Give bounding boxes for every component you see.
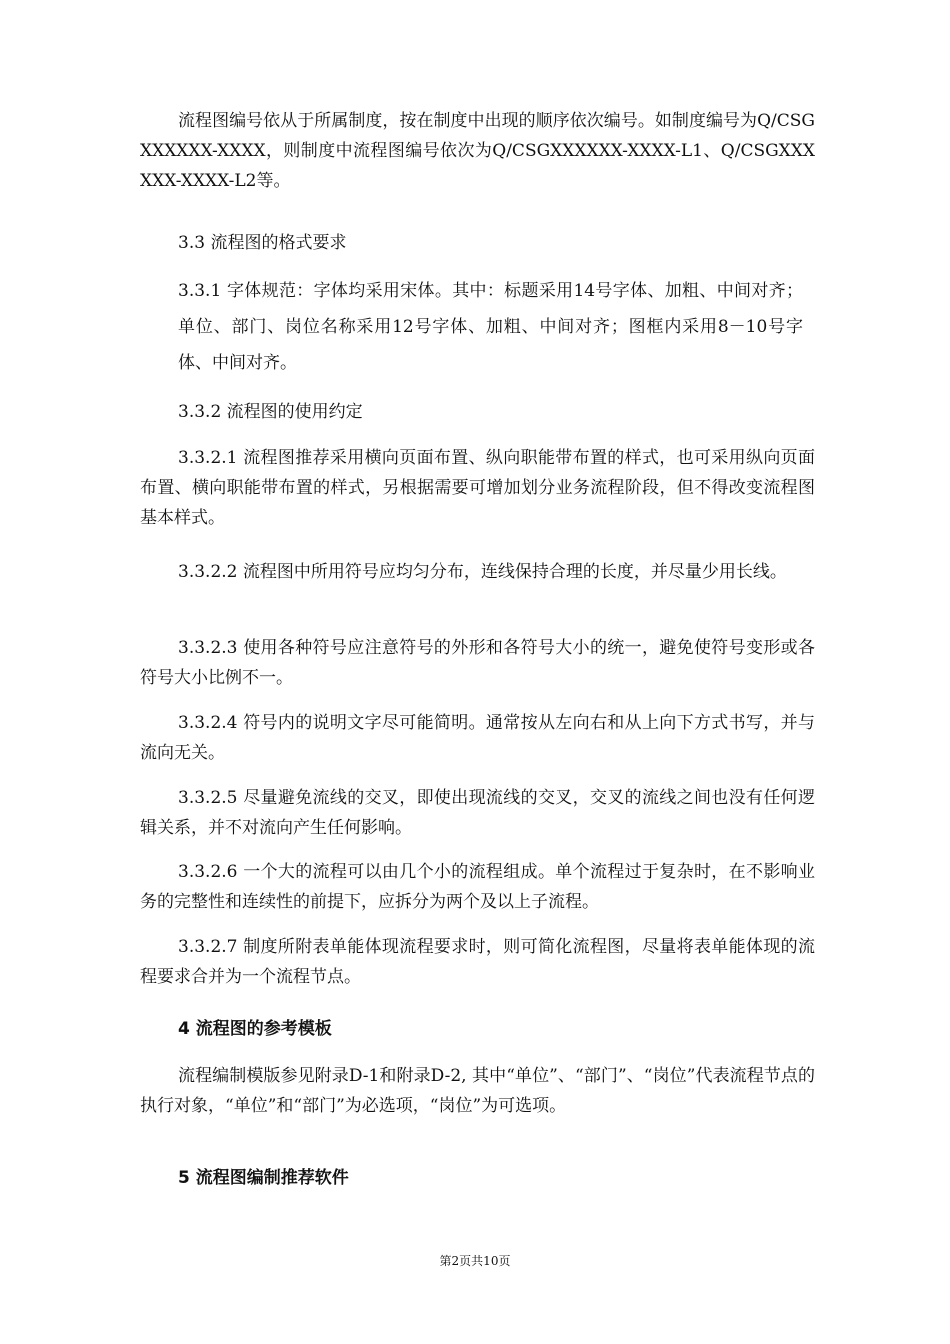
rule-3-3-2-5-paragraph: 3.3.2.5 尽量避免流线的交叉，即使出现流线的交叉，交叉的流线之间也没有任何逻辑关系，并不对流向产生任何影响。 [140,788,815,838]
rule-3-3-2-4-paragraph: 3.3.2.4 符号内的说明文字尽可能简明。通常按从左向右和从上向下方式书写，并与流向无关。 [140,713,815,763]
numbering-rule-paragraph: 流程图编号依从于所属制度，按在制度中出现的顺序依次编号。如制度编号为Q/CSGXXXXXX-XXXX，则制度中流程图编号依次为Q/CSGXXXXXX-XXXX-L1、Q/CSGXXXXXX-XXXX-L2等。 [140,111,815,191]
rule-3-3-2-2-paragraph: 3.3.2.2 流程图中所用符号应均匀分布，连线保持合理的长度，并尽量少用长线。 [178,562,787,582]
rule-3-3-2-6-paragraph: 3.3.2.6 一个大的流程可以由几个小的流程组成。单个流程过于复杂时，在不影响业务的完整性和连续性的前提下，应拆分为两个及以上子流程。 [140,862,815,912]
rule-3-3-2-1-paragraph: 3.3.2.1 流程图推荐采用横向页面布置、纵向职能带布置的样式，也可采用纵向页面布置、横向职能带布置的样式，另根据需要可增加划分业务流程阶段，但不得改变流程图基本样式。 [140,448,815,528]
font-spec-paragraph: 3.3.1 字体规范：字体均采用宋体。其中：标题采用14号字体、加粗、中间对齐；单位、部门、岗位名称采用12号字体、加粗、中间对齐；图框内采用8－10号字体、中间对齐。 [178,281,803,373]
rule-3-3-2-3-paragraph: 3.3.2.3 使用各种符号应注意符号的外形和各符号大小的统一，避免使符号变形或各符号大小比例不一。 [140,638,815,688]
template-reference-paragraph: 流程编制模版参见附录D-1和附录D-2, 其中“单位”、“部门”、“岗位”代表流程节点的执行对象，“单位”和“部门”为必选项，“岗位”为可选项。 [140,1066,815,1116]
section-5-heading: 5 流程图编制推荐软件 [178,1168,349,1188]
section-4-heading: 4 流程图的参考模板 [178,1019,332,1039]
section-3-3-2-heading: 3.3.2 流程图的使用约定 [178,402,363,422]
rule-3-3-2-7-paragraph: 3.3.2.7 制度所附表单能体现流程要求时，则可简化流程图，尽量将表单能体现的流程要求合并为一个流程节点。 [140,937,815,987]
section-3-3-heading: 3.3 流程图的格式要求 [178,233,347,253]
page-footer: 第2页共10页 [439,1254,511,1268]
